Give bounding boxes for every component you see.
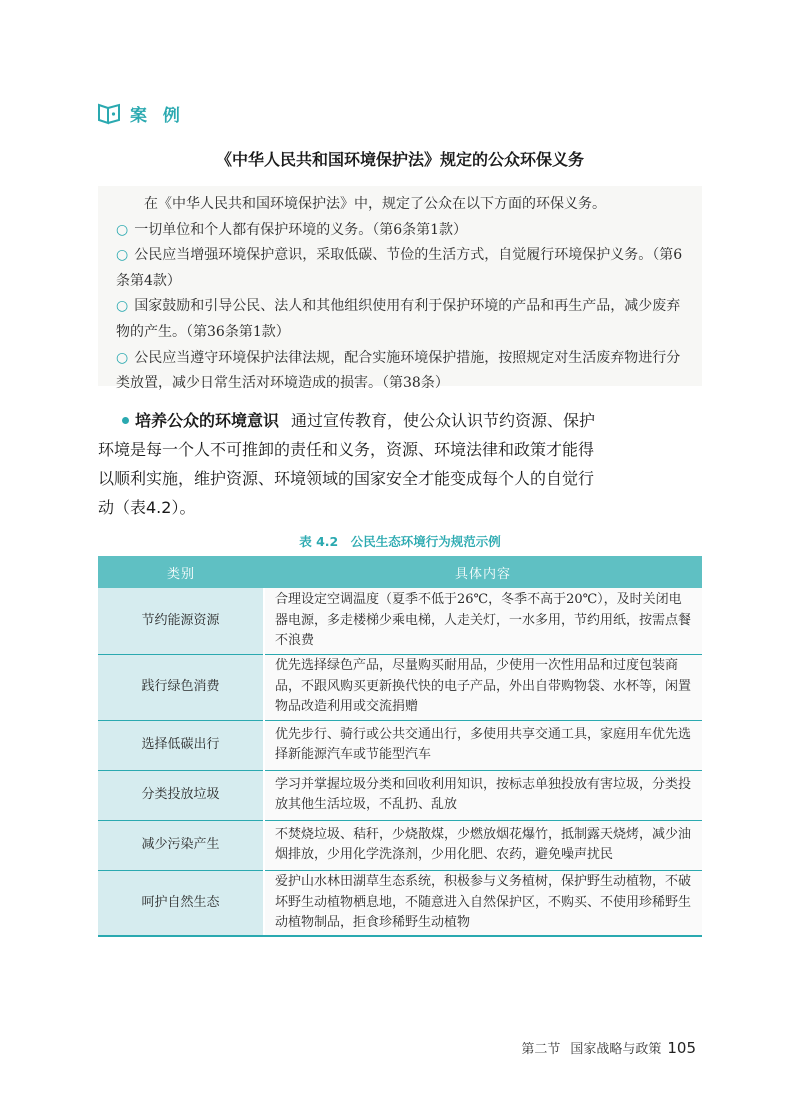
table-row <box>98 654 702 720</box>
table-row <box>98 870 702 936</box>
category-cell: 践行绿色消费 <box>98 654 264 720</box>
table-caption: 表 4.2 公民生态环境行为规范示例 <box>299 534 501 549</box>
bullet-dot-icon <box>122 417 129 424</box>
book-open-icon <box>96 100 122 126</box>
case-item-text: 公民应当增强环境保护意识，采取低碳、节俭的生活方式，自觉履行环境保护义务。（第6条第4款） <box>116 247 683 289</box>
ring-bullet-icon: ○ <box>116 247 129 264</box>
category-cell: 分类投放垃圾 <box>98 770 264 820</box>
table-row <box>98 820 702 870</box>
case-item-text: 一切单位和个人都有保护环境的义务。（第6条第1款） <box>134 221 468 238</box>
column-header-content: 具体内容 <box>264 556 702 588</box>
case-box <box>98 186 702 392</box>
paragraph-text: 通过宣传教育，使公众认识节约资源、保护环境是每一个人不可推卸的责任和义务，资源、环境法律和政策才能得以顺利实施，维护资源、环境领域的国家安全才能变成每个人的自觉行动（表4.2）。 <box>98 411 596 517</box>
case-item <box>116 294 684 345</box>
ring-bullet-icon: ○ <box>116 349 129 366</box>
case-item <box>116 218 684 244</box>
ring-bullet-icon: ○ <box>116 221 129 238</box>
category-cell: 节约能源资源 <box>98 588 264 654</box>
case-item <box>116 243 684 294</box>
case-intro: 在《中华人民共和国环境保护法》中，规定了公众在以下方面的环保义务。 <box>144 196 606 212</box>
footer-title: 国家战略与政策 <box>570 1042 662 1057</box>
category-cell: 呵护自然生态 <box>98 870 264 936</box>
paragraph-lead: 培养公众的环境意识 <box>135 411 280 430</box>
table-header-row <box>98 556 702 588</box>
page-footer <box>521 1038 696 1057</box>
content-cell: 优先选择绿色产品，尽量购买耐用品，少使用一次性用品和过度包装商品，不跟风购买更新换代快的电子产品，外出自带购物袋、水杯等，闲置物品改造利用或交流捐赠 <box>264 654 702 720</box>
category-cell: 选择低碳出行 <box>98 720 264 770</box>
content-cell: 合理设定空调温度（夏季不低于26℃，冬季不高于20℃），及时关闭电器电源，多走楼梯少乘电梯，人走关灯，一水多用，节约用纸，按需点餐不浪费 <box>264 588 702 654</box>
case-label: 案 例 <box>130 105 185 126</box>
footer-section: 第二节 <box>521 1042 561 1057</box>
case-item-text: 公民应当遵守环境保护法律法规，配合实施环境保护措施，按照规定对生活废弃物进行分类放置，减少日常生活对环境造成的损害。（第38条） <box>116 349 681 392</box>
body-paragraph <box>98 406 598 522</box>
category-cell: 减少污染产生 <box>98 820 264 870</box>
behavior-norms-table <box>98 556 702 937</box>
table-row <box>98 770 702 820</box>
case-header <box>96 98 185 128</box>
case-item-text: 国家鼓励和引导公民、法人和其他组织使用有利于保护环境的产品和再生产品，减少废弃物的产生。（第36条第1款） <box>116 298 681 340</box>
content-cell: 爱护山水林田湖草生态系统，积极参与义务植树，保护野生动植物，不破坏野生动植物栖息地，不随意进入自然保护区，不购买、不使用珍稀野生动植物制品，拒食珍稀野生动植物 <box>264 870 702 936</box>
ring-bullet-icon: ○ <box>116 298 129 315</box>
table-row <box>98 588 702 654</box>
page-number: 105 <box>667 1039 696 1057</box>
content-cell: 不焚烧垃圾、秸秆，少烧散煤，少燃放烟花爆竹，抵制露天烧烤，减少油烟排放，少用化学洗涤剂，少用化肥、农药，避免噪声扰民 <box>264 820 702 870</box>
case-title: 《中华人民共和国环境保护法》规定的公众环保义务 <box>215 150 584 169</box>
content-cell: 学习并掌握垃圾分类和回收利用知识，按标志单独投放有害垃圾，分类投放其他生活垃圾，不乱扔、乱放 <box>264 770 702 820</box>
column-header-category: 类别 <box>98 556 264 588</box>
table-row <box>98 720 702 770</box>
content-cell: 优先步行、骑行或公共交通出行，多使用共享交通工具，家庭用车优先选择新能源汽车或节能型汽车 <box>264 720 702 770</box>
case-item <box>116 346 684 397</box>
